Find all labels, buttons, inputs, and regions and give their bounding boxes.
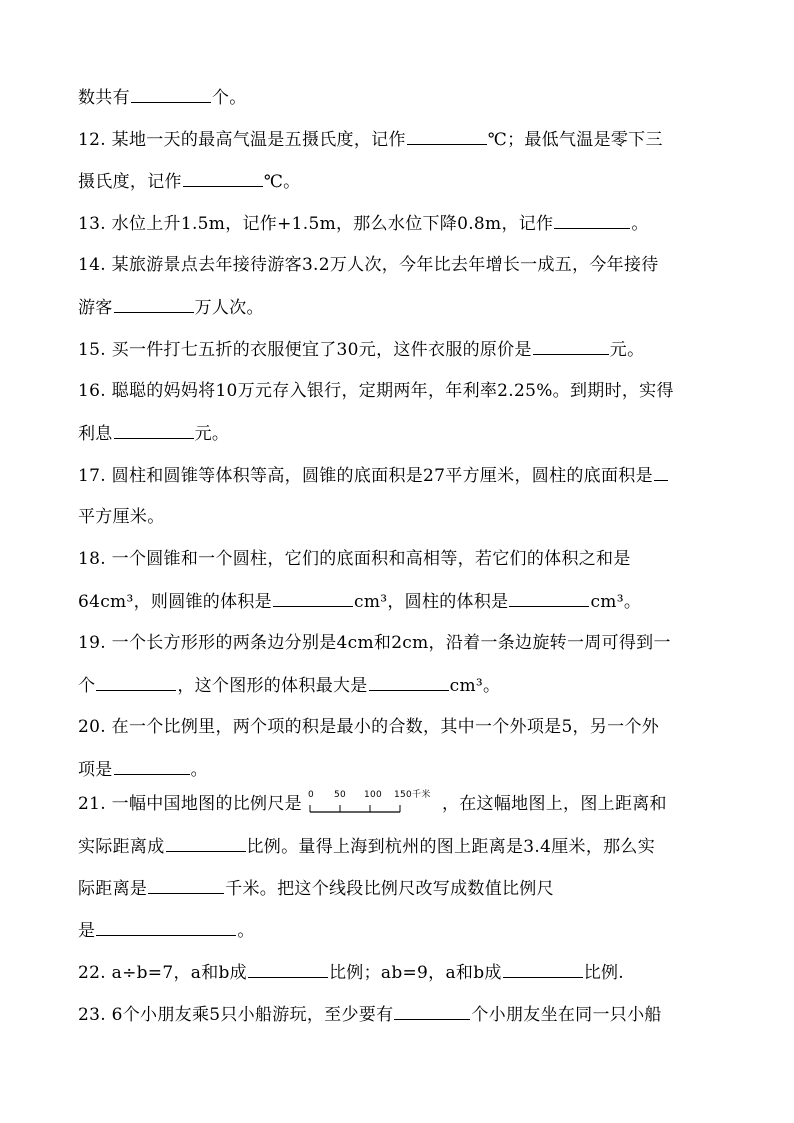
answer-blank[interactable] [394, 999, 470, 1020]
answer-blank[interactable] [114, 418, 194, 439]
scale-tick-label: 150千米 [393, 789, 431, 800]
question-18: 18. 一个圆锥和一个圆柱，它们的底面积和高相等，若它们的体积之和是 [78, 549, 631, 569]
answer-blank[interactable] [248, 957, 328, 978]
question-14-cont: 游客 万人次。 [78, 292, 714, 322]
answer-blank[interactable] [533, 334, 609, 355]
question-17-cont: 平方厘米。 [78, 507, 165, 527]
question-12-cont: 摄氏度，记作 ℃。 [78, 166, 714, 196]
scale-tick-label: 0 [307, 789, 314, 800]
answer-blank[interactable] [554, 208, 630, 229]
answer-blank[interactable] [114, 292, 194, 313]
answer-blank[interactable] [148, 873, 224, 894]
answer-blank[interactable] [131, 82, 211, 103]
scale-bar [307, 789, 436, 816]
scale-bar-line [308, 794, 436, 816]
question-19-cont: 个 ，这个图形的体积最大是 cm³。 [78, 670, 714, 700]
answer-blank[interactable] [183, 166, 263, 187]
question-14: 14. 某旅游景点去年接待游客3.2万人次，今年比去年增长一成五，今年接待 [78, 255, 659, 275]
answer-blank[interactable] [509, 586, 589, 607]
answer-blank[interactable] [503, 957, 583, 978]
question-22: 22. a÷b=7，a和b成 比例；ab=9，a和b成 比例. [78, 957, 714, 987]
question-15: 15. 买一件打七五折的衣服便宜了30元，这件衣服的原价是 元。 [78, 334, 714, 364]
line-continuation: 数共有 个。 [78, 82, 714, 112]
answer-blank[interactable] [407, 124, 487, 145]
question-13: 13. 水位上升1.5m，记作+1.5m，那么水位下降0.8m，记作 。 [78, 208, 714, 238]
question-20: 20. 在一个比例里，两个项的积是最小的合数，其中一个外项是5，另一个外 [78, 717, 660, 737]
question-12: 12. 某地一天的最高气温是五摄氏度，记作 ℃；最低气温是零下三 [78, 124, 714, 154]
answer-blank[interactable] [96, 915, 236, 936]
question-21-cont: 实际距离成 比例。量得上海到杭州的图上距离是3.4厘米，那么实 [78, 831, 714, 861]
answer-blank[interactable] [369, 670, 449, 691]
answer-blank[interactable] [166, 831, 246, 852]
question-23: 23. 6个小朋友乘5只小船游玩，至少要有 个小朋友坐在同一只小船 [78, 999, 714, 1029]
answer-blank[interactable] [114, 754, 190, 775]
answer-blank[interactable] [654, 460, 668, 481]
scale-tick-label: 50 [333, 789, 347, 800]
question-18-cont: 64cm³，则圆锥的体积是 cm³，圆柱的体积是 cm³。 [78, 586, 714, 616]
question-16: 16. 聪聪的妈妈将10万元存入银行，定期两年，年利率2.25%。到期时，实得 [78, 381, 674, 401]
question-16-cont: 利息 元。 [78, 418, 714, 448]
scale-tick-label: 100 [363, 789, 383, 800]
answer-blank[interactable] [273, 586, 353, 607]
question-21-cont-2: 际距离是 千米。把这个线段比例尺改写成数值比例尺 [78, 873, 714, 903]
question-17: 17. 圆柱和圆锥等体积等高，圆锥的底面积是27平方厘米，圆柱的底面积是 [78, 460, 714, 490]
question-20-cont: 项是 。 [78, 754, 714, 784]
question-19: 19. 一个长方形形的两条边分别是4cm和2cm，沿着一条边旋转一周可得到一 [78, 633, 671, 653]
answer-blank[interactable] [96, 670, 176, 691]
question-21: 21. 一幅中国地图的比例尺是 0 50 100 150千米 ，在这幅地图上，图上距离和 [78, 789, 667, 814]
question-21-cont-3: 是 。 [78, 915, 714, 945]
